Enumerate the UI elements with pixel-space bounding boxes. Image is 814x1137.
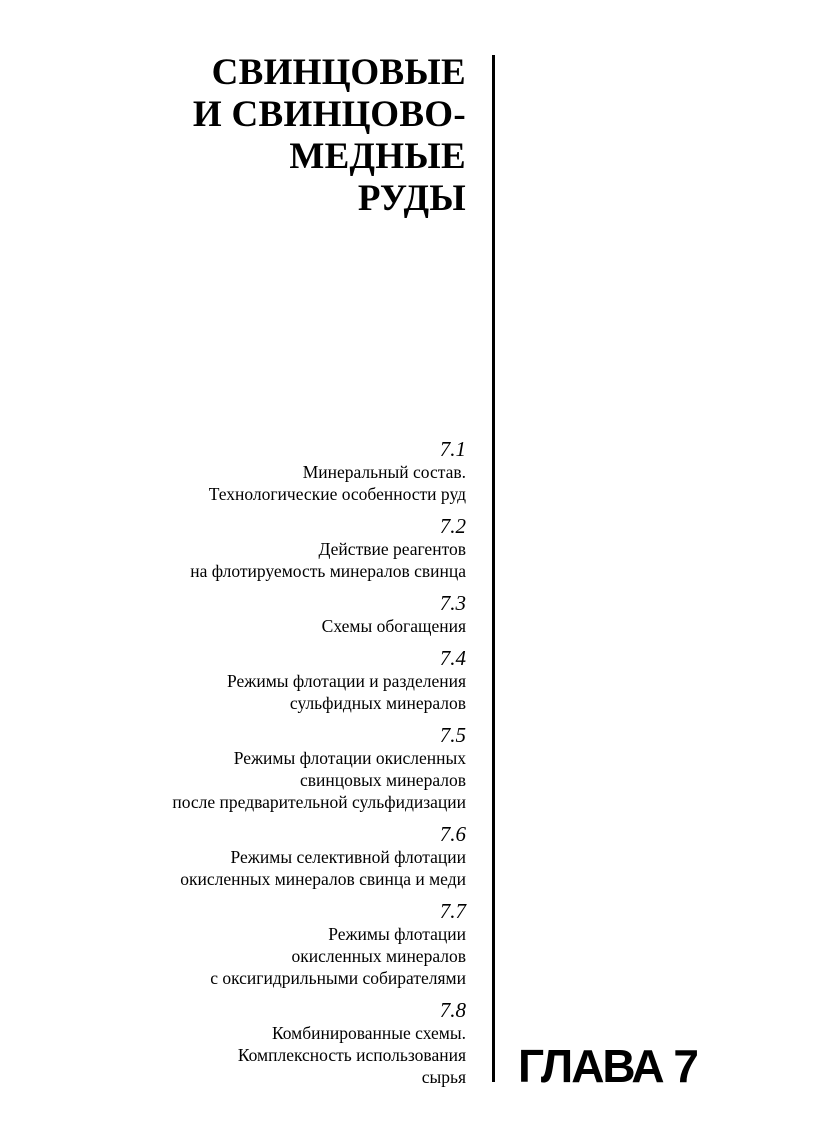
- section-number: 7.6: [439, 822, 466, 846]
- section-number: 7.2: [439, 514, 466, 538]
- toc-item-7-6: [6, 823, 466, 890]
- section-title-line: Действие реагентов: [318, 539, 466, 559]
- chapter-title-line-4: РУДЫ: [357, 178, 466, 219]
- section-title-line: на флотируемость минералов свинца: [190, 561, 466, 581]
- section-title-line: Комплексность использования: [237, 1045, 466, 1065]
- toc-item-7-2: [6, 515, 466, 582]
- section-title-line: сырья: [421, 1067, 466, 1087]
- section-number: 7.3: [439, 591, 466, 615]
- section-title-line: Схемы обогащения: [321, 616, 466, 636]
- section-title-line: окисленных минералов: [291, 946, 466, 966]
- section-number: 7.4: [439, 646, 466, 670]
- section-title-line: Режимы флотации окисленных: [233, 748, 466, 768]
- vertical-divider: [492, 55, 495, 1082]
- chapter-title: [46, 52, 466, 220]
- chapter-title-line-1: СВИНЦОВЫЕ: [211, 52, 466, 93]
- chapter-label: ГЛАВА 7: [518, 1040, 697, 1092]
- chapter-title-line-3: МЕДНЫЕ: [289, 136, 466, 177]
- section-title-line: Режимы селективной флотации: [230, 847, 466, 867]
- section-title-line: Технологические особенности руд: [208, 484, 466, 504]
- table-of-contents: [6, 438, 466, 1098]
- section-title-line: окисленных минералов свинца и меди: [180, 869, 466, 889]
- section-title-line: с оксигидрильными собирателями: [210, 968, 466, 988]
- section-number: 7.5: [439, 723, 466, 747]
- toc-item-7-1: [6, 438, 466, 505]
- section-title-line: после предварительной сульфидизации: [172, 792, 466, 812]
- toc-item-7-8: [6, 999, 466, 1088]
- section-title-line: свинцовых минералов: [299, 770, 466, 790]
- chapter-title-line-2: И СВИНЦОВО-: [192, 94, 466, 135]
- section-title-line: Комбинированные схемы.: [271, 1023, 466, 1043]
- toc-item-7-4: [6, 647, 466, 714]
- section-title-line: Режимы флотации и разделения: [227, 671, 466, 691]
- toc-item-7-3: [6, 592, 466, 637]
- toc-item-7-5: [6, 724, 466, 813]
- toc-item-7-7: [6, 900, 466, 989]
- section-title-line: Минеральный состав.: [302, 462, 466, 482]
- section-title-line: Режимы флотации: [328, 924, 466, 944]
- section-title-line: сульфидных минералов: [289, 693, 466, 713]
- section-number: 7.7: [439, 899, 466, 923]
- section-number: 7.8: [439, 998, 466, 1022]
- section-number: 7.1: [439, 437, 466, 461]
